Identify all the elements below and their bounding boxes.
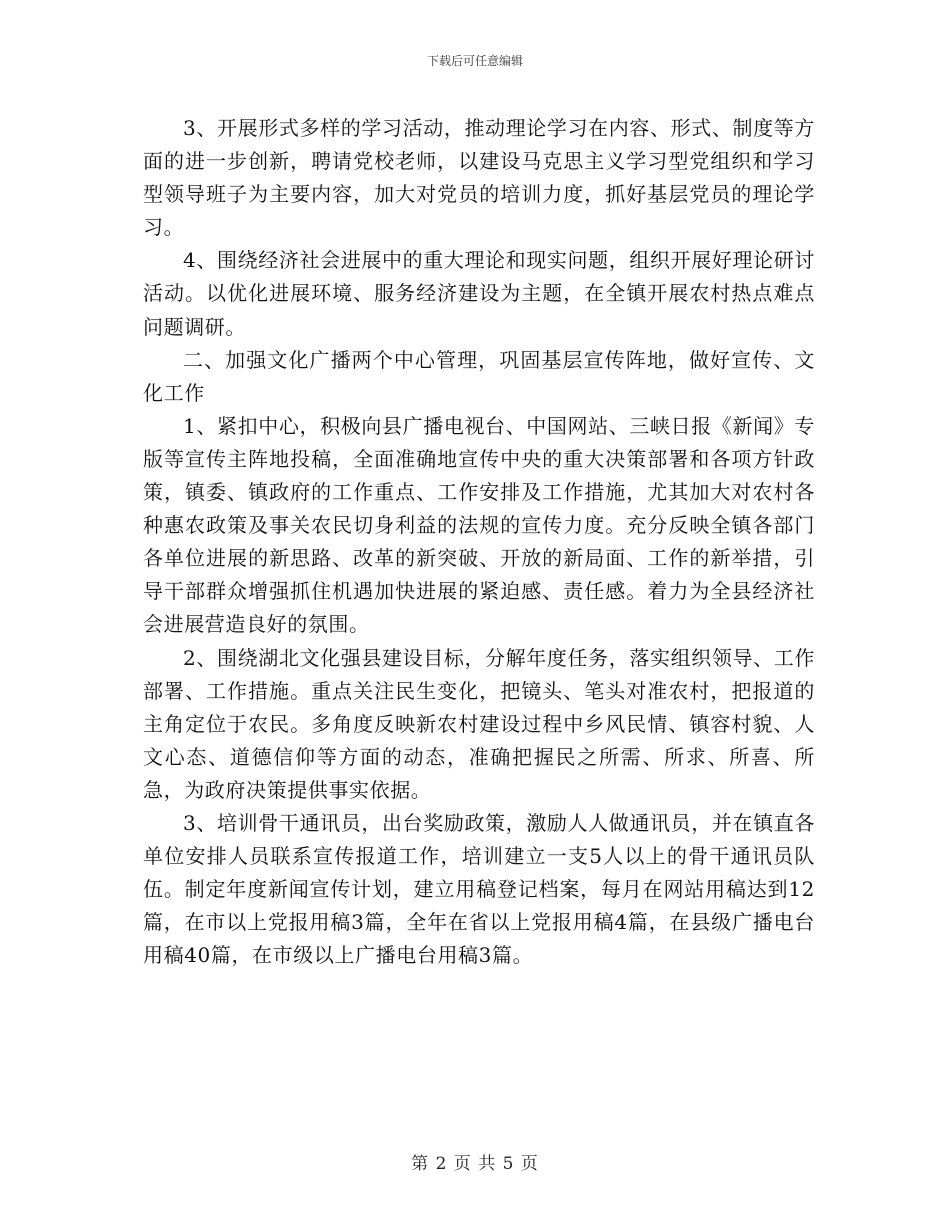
paragraph-item-2-culture: 2、围绕湖北文化强县建设目标，分解年度任务，落实组织领导、工作部署、工作措施。重点关注民生变化，把镜头、笔头对准农村，把报道的主角定位于农民。多角度反映新农村建设过程中乡风民情、镇容村貌、人文心态、道德信仰等方面的动态，准确把握民之所需、所求、所喜、所急，为政府决策提供事实依据。 xyxy=(143,645,815,802)
document-body xyxy=(143,112,815,972)
paragraph-item-3-study: 3、开展形式多样的学习活动，推动理论学习在内容、形式、制度等方面的进一步创新，聘请党校老师，以建设马克思主义学习型党组织和学习型领导班子为主要内容，加大对党员的培训力度，抓好基层党员的理论学习。 xyxy=(143,116,815,240)
paragraph-item-3-training: 3、培训骨干通讯员，出台奖励政策，激励人人做通讯员，并在镇直各单位安排人员联系宣传报道工作，培训建立一支5人以上的骨干通讯员队伍。制定年度新闻宣传计划，建立用稿登记档案，每月在网站用稿达到12篇，在市以上党报用稿3篇，全年在省以上党报用稿4篇，在县级广播电台用稿40篇，在市级以上广播电台用稿3篇。 xyxy=(143,810,815,968)
paragraph-item-1-publicity: 1、紧扣中心，积极向县广播电视台、中国网站、三峡日报《新闻》专版等宣传主阵地投稿，全面准确地宣传中央的重大决策部署和各项方针政策，镇委、镇政府的工作重点、工作安排及工作措施，尤其加大对农村各种惠农政策及事关农民切身利益的法规的宣传力度。充分反映全镇各部门各单位进展的新思路、改革的新突破、开放的新局面、工作的新举措，引导干部群众增强抓住机遇加快进展的紧迫感、责任感。着力为全县经济社会进展营造良好的氛围。 xyxy=(143,413,815,637)
section-heading-2: 二、加强文化广播两个中心管理，巩固基层宣传阵地，做好宣传、文化工作 xyxy=(143,347,815,405)
page-number: 第 2 页 共 5 页 xyxy=(411,1154,539,1174)
paragraph-item-4-research: 4、围绕经济社会进展中的重大理论和现实问题，组织开展好理论研讨活动。以优化进展环境、服务经济建设为主题，在全镇开展农村热点难点问题调研。 xyxy=(143,248,815,339)
page-header-note: 下载后可任意编辑 xyxy=(426,54,523,68)
